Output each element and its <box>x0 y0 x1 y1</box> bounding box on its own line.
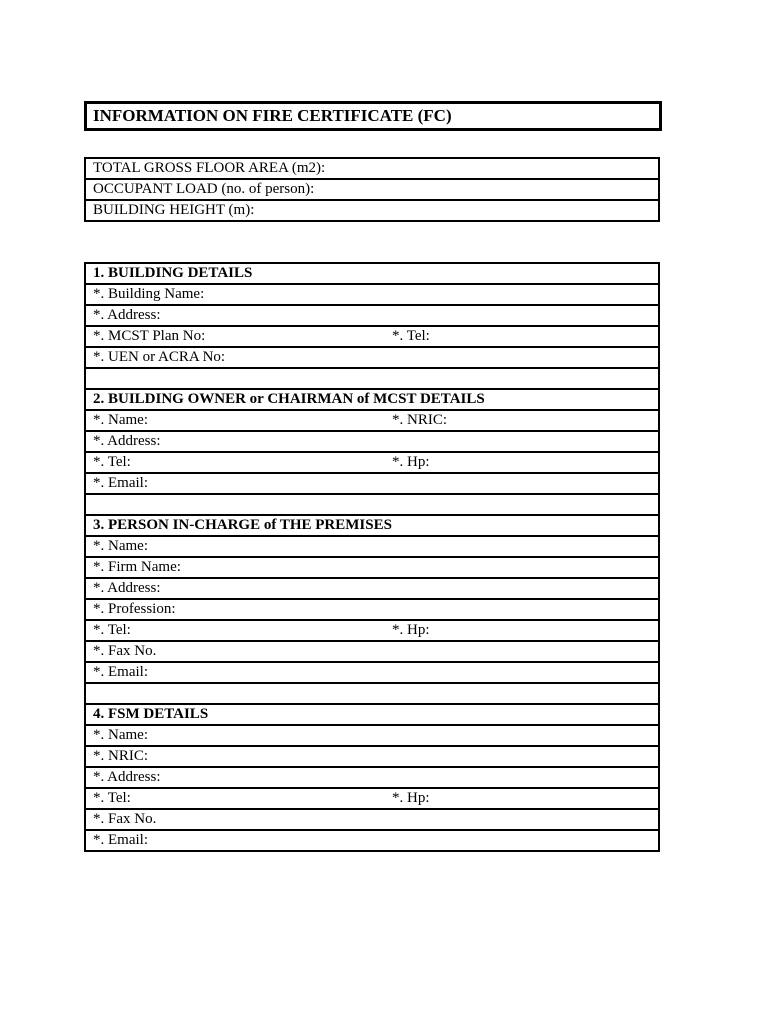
summary-table <box>84 157 660 222</box>
owner-email-label: *. Email: <box>93 475 148 491</box>
uen-label: *. UEN or ACRA No: <box>93 349 226 365</box>
occupant-load-field[interactable] <box>85 179 659 200</box>
gfa-label: TOTAL GROSS FLOOR AREA (m2): <box>93 160 326 176</box>
pic-tel-field[interactable] <box>85 620 659 641</box>
details-table <box>84 262 660 852</box>
fsm-fax-field[interactable] <box>85 809 659 830</box>
uen-field[interactable] <box>85 347 659 368</box>
building-address-label: *. Address: <box>93 307 161 323</box>
fsm-tel-label: *. Tel: <box>93 790 131 806</box>
section-1-heading: 1. BUILDING DETAILS <box>85 263 659 284</box>
form-title: INFORMATION ON FIRE CERTIFICATE (FC) <box>93 106 452 125</box>
fsm-hp-label: *. Hp: <box>392 790 430 806</box>
building-name-label: *. Building Name: <box>93 286 205 302</box>
pic-address-field[interactable] <box>85 578 659 599</box>
section-2-heading: 2. BUILDING OWNER or CHAIRMAN of MCST DETAILS <box>85 389 659 410</box>
fsm-address-field[interactable] <box>85 767 659 788</box>
owner-address-field[interactable] <box>85 431 659 452</box>
owner-name-label: *. Name: <box>93 412 148 428</box>
owner-tel-label: *. Tel: <box>93 454 131 470</box>
fsm-name-field[interactable] <box>85 725 659 746</box>
pic-fax-label: *. Fax No. <box>93 643 157 659</box>
pic-firm-label: *. Firm Name: <box>93 559 181 575</box>
pic-address-label: *. Address: <box>93 580 161 596</box>
pic-name-label: *. Name: <box>93 538 148 554</box>
owner-name-field[interactable] <box>85 410 659 431</box>
spacer-row <box>85 683 659 704</box>
building-address-field[interactable] <box>85 305 659 326</box>
pic-fax-field[interactable] <box>85 641 659 662</box>
occupant-load-label: OCCUPANT LOAD (no. of person): <box>93 181 315 197</box>
building-height-label: BUILDING HEIGHT (m): <box>93 202 255 218</box>
owner-email-field[interactable] <box>85 473 659 494</box>
fsm-email-field[interactable] <box>85 830 659 851</box>
owner-hp-label: *. Hp: <box>392 454 430 470</box>
form-title-box <box>84 101 662 131</box>
building-name-field[interactable] <box>85 284 659 305</box>
gfa-field[interactable] <box>85 158 659 179</box>
pic-firm-field[interactable] <box>85 557 659 578</box>
owner-nric-label: *. NRIC: <box>392 412 448 428</box>
pic-hp-label: *. Hp: <box>392 622 430 638</box>
building-height-field[interactable] <box>85 200 659 221</box>
fsm-address-label: *. Address: <box>93 769 161 785</box>
pic-name-field[interactable] <box>85 536 659 557</box>
pic-profession-field[interactable] <box>85 599 659 620</box>
pic-profession-label: *. Profession: <box>93 601 176 617</box>
fsm-nric-label: *. NRIC: <box>93 748 149 764</box>
building-tel-label: *. Tel: <box>392 328 430 344</box>
fsm-tel-field[interactable] <box>85 788 659 809</box>
mcst-plan-field[interactable] <box>85 326 659 347</box>
section-3-heading: 3. PERSON IN-CHARGE of THE PREMISES <box>85 515 659 536</box>
pic-email-label: *. Email: <box>93 664 148 680</box>
owner-address-label: *. Address: <box>93 433 161 449</box>
spacer-row <box>85 368 659 389</box>
fsm-email-label: *. Email: <box>93 832 148 848</box>
spacer-row <box>85 494 659 515</box>
fsm-nric-field[interactable] <box>85 746 659 767</box>
fsm-name-label: *. Name: <box>93 727 148 743</box>
mcst-plan-label: *. MCST Plan No: <box>93 328 206 344</box>
pic-tel-label: *. Tel: <box>93 622 131 638</box>
pic-email-field[interactable] <box>85 662 659 683</box>
fsm-fax-label: *. Fax No. <box>93 811 157 827</box>
owner-tel-field[interactable] <box>85 452 659 473</box>
section-4-heading: 4. FSM DETAILS <box>85 704 659 725</box>
